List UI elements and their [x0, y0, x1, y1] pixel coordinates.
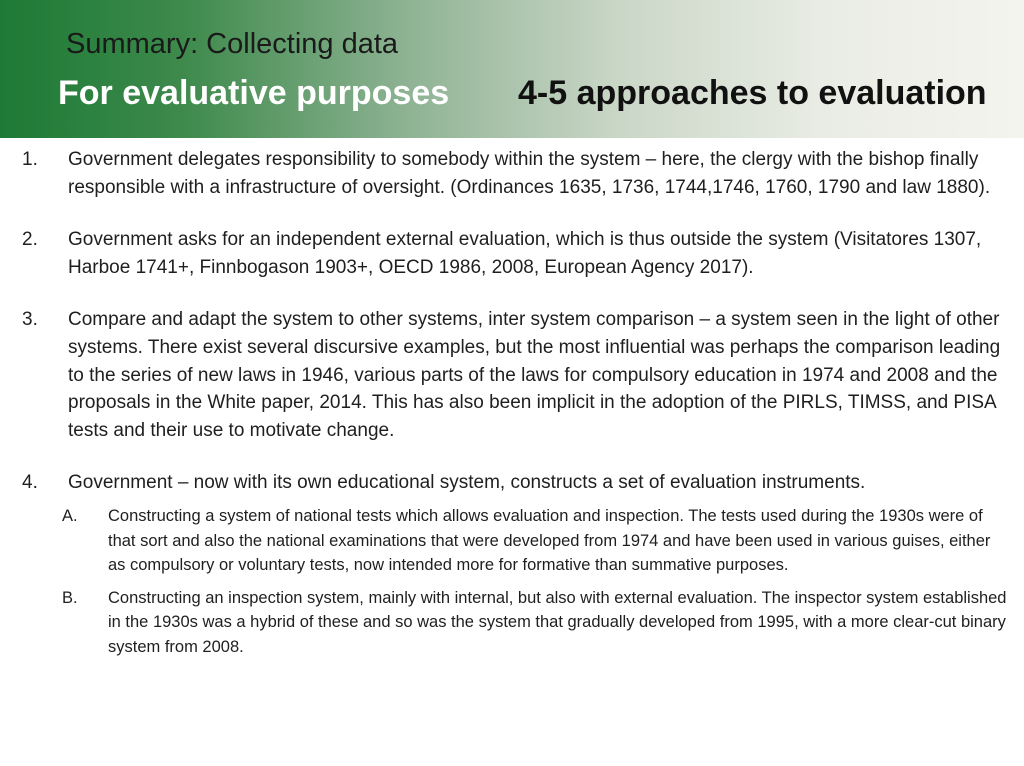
slide-subtitle: Summary: Collecting data: [66, 28, 399, 60]
list-item: [0, 146, 1010, 201]
slide-title-right: 4-5 approaches to evaluation: [518, 74, 987, 112]
list-item-number: 2.: [22, 229, 38, 251]
list-item-number: 1.: [22, 149, 38, 170]
sub-list-item-letter: B.: [62, 588, 78, 607]
list-item-text: Government – now with its own educational system, constructs a set of evaluation instruments.: [68, 472, 866, 494]
sub-list-item-text: Constructing an inspection system, mainly with internal, but also with external evaluation. The inspector system established in the 1930s was a hybrid of these and so was the system that gradually developed from 1995, with a more clear-cut binary system from 2008.: [108, 588, 1007, 656]
list-item-text: Compare and adapt the system to other systems, inter system comparison – a system seen in the light of other systems. There exist several discursive examples, but the most influential was perhaps the comparison leading to the series of new laws in 1946, various parts of the laws for compulsory education in 1974 and 2008 and the proposals in the White paper, 2014. This has also been implicit in the adoption of the PIRLS, TIMSS, and PISA tests and their use to motivate change.: [68, 309, 1001, 441]
sub-list-item-letter: A.: [62, 506, 78, 525]
list-item: [0, 306, 1010, 444]
sub-list-item: [0, 504, 1010, 578]
list-item-text: Government delegates responsibility to somebody within the system – here, the clergy with the bishop finally responsible with a infrastructure of oversight. (Ordinances 1635, 1736, 1744,1746, 1760, 1790 and law 1880).: [68, 149, 991, 198]
list-item-text: Government asks for an independent external evaluation, which is thus outside the system (Visitatores 1307, Harboe 1741+, Finnbogason 1903+, OECD 1986, 2008, European Agency 2017).: [68, 229, 982, 278]
slide-body: [0, 146, 1010, 660]
list-item: [0, 226, 1010, 281]
title-banner: [0, 0, 1024, 138]
list-item-number: 3.: [22, 309, 38, 331]
sub-list-item: [0, 586, 1010, 660]
sub-list-item-text: Constructing a system of national tests which allows evaluation and inspection. The tests used during the 1930s were of that sort and also the national examinations that were developed from 1974 and have been used in various guises, either as compulsory or voluntary tests, now intended more for formative than summative purposes.: [108, 506, 991, 575]
list-item-number: 4.: [22, 472, 38, 494]
list-item: [0, 469, 1010, 497]
slide-title-left: For evaluative purposes: [58, 74, 450, 112]
